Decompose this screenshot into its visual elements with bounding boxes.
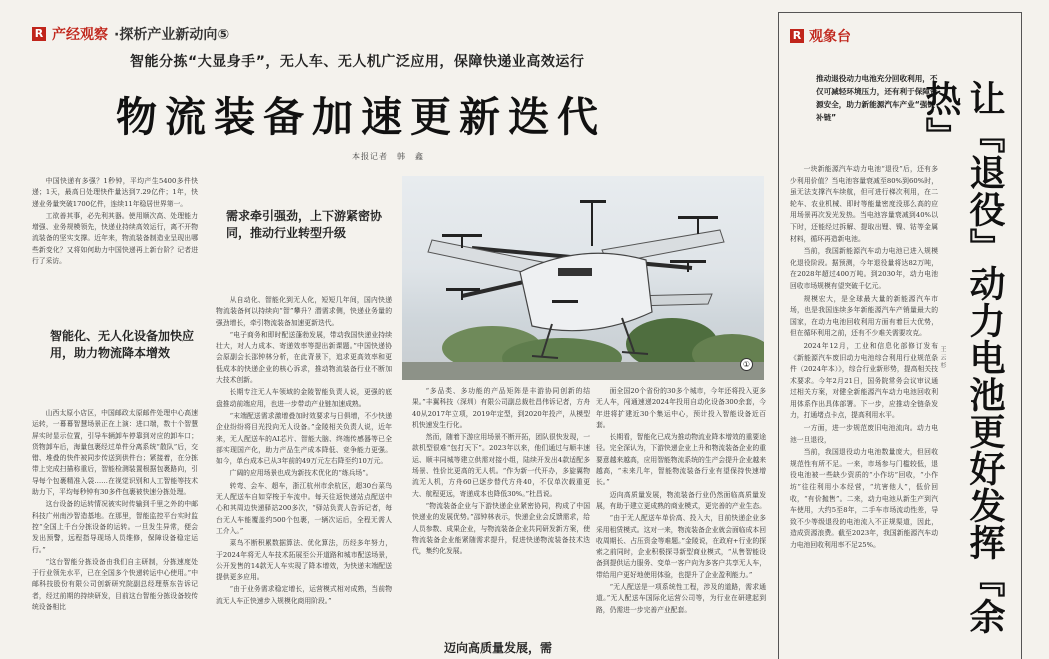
paragraph: “多品类、多功能的产品矩阵是丰游协同创新的结果。”丰翼科技（深圳）有限公司副总裁杜昌伟诉记者，方舟40从2017年立项，2019年定型，到2020年投产，从模型机快速发生行化。 [412, 387, 590, 429]
logistics-drone-illustration [402, 176, 764, 380]
article-subheadline: 智能分拣“大显身手”，无人车、无人机广泛应用，保障快递业高效运行 [130, 54, 585, 70]
paragraph: “末端配送需求激增叠加时效要求与日俱增，不少快递企业纷纷将目光投向无人设备。”金陵相关负责人说，近年来，无人配送车的AI芯片、智能大脑、终端传感器等已全部实现国产化，助力产品生产成本降低、竞争能力更强。如今，单台成本已从3年前的49万元左右降至约10万元。 [216, 411, 392, 466]
paragraph: 规模宏大，是全球最大量的新能源汽车市场，也是我国连续多年新能源汽车产销量最大的国家，在动力电池回收利用方面有着巨大优势，但在循环利用之前，还有不少难关需要攻克。 [790, 294, 938, 338]
paragraph: 长期看，智能化已成为推动物流业降本增效的重要途径。完全深认为，下游快递企业上升和物流装备企业的重要意越来越高，应用智能物流系统的生产会提升企业越来越高，“未来几年，智能物流装备行业有望保持快速增长。” [596, 433, 766, 487]
paragraph: “由于业务需求稳定增长，运营模式相对成熟，当前物流无人车正快速步入规模化商用阶段。” [216, 585, 392, 605]
section-head-demand: 需求牵引强劲，上下游紧密协同，推动行业转型升级 [226, 209, 383, 240]
paragraph: 工欲善其事，必先利其器。使用顺次高、处理能力增强、业务规模领先，快递业持续高效运行，离不开物流装备的坚实支撑。近年来，物流装备制造业呈现出哪些新变化？又将如何助力中国快递再上新台阶？记者进行了采访。 [32, 211, 198, 266]
article-col4 [596, 386, 766, 658]
article-col2 [216, 295, 392, 658]
series-name: ·探析产业新动向⑤ [114, 27, 230, 43]
section-head-automation: 智能化、无人化设备加快应用，助力物流降本增效 [50, 329, 195, 360]
paragraph: 一块新能源汽车动力电池“退役”后，还有多少利用价值？当电池容量衰减至80%到60%时，虽无法支撑汽车续航，但可进行梯次利用，在二轮车、农业机械、即时等能量密度没那么高的应用场景再次发光发热。当电池容量衰减到40%以下时，还能经过拆解、提取出锂、镍、钴等金属材料，循环再造新电池。 [790, 165, 938, 243]
paragraph: 面全国20个省份的30多个城市，今年还将投入更多无人车，闯通速递2024年投用自动化设备300余套，今年进将扩建近30个集运中心，预计投入智能设备近百套。 [596, 387, 766, 429]
paragraph: 从自动化、智能化到无人化，短短几年间，国内快递物流装备何以持续向“智”攀升？潜需求侧，快递业务量的强劲增长，牵引物流装备加速更新迭代。 [216, 296, 392, 327]
article-col1-bottom [32, 408, 198, 658]
photo-caption-number: ① [740, 358, 753, 371]
column-badge: R [32, 27, 46, 41]
paragraph: 然而，随着下游应用场景不断开拓，团队很快发现，一款机型很难“包打天下”。2023年以来，他们通过与顺丰速运、顺丰同城等建立供需对接小组，陆续开发出4款适配多场景、性价比更高的无人机。“作为新一代开办，多旋翼物流无人机，方舟60已逐步替代方舟40，不仅单次载重更大、航程更远，寄递成本也降低30%。”杜昌说。 [412, 433, 590, 498]
paragraph: “电子商务和即时配送蓬勃发展，带动我国快递业持续壮大，对人力成本、寄递效率等提出新课题。”中国快递协会原副会长邵钟林分析，在此背景下，追求更高效率和更低成本的快递企业的核心诉求，推动物流装备行业不断加大技术创新。 [216, 330, 392, 385]
article-col1-top [32, 176, 198, 302]
paragraph: 广阔的应用场景也成为新技术优化的“练兵场”。 [229, 469, 373, 478]
article-byline: 本报记者 韩 鑫 [352, 152, 424, 161]
column-badge: R [790, 29, 804, 43]
paragraph: 长期专注无人车领域的金陵智能负责人说，更强的底盘推动前端应用，也进一步带动产业链加速成熟。 [216, 388, 392, 408]
paragraph: 菜鸟不断积累数据算法、优化算法，历经多年努力，于2024年将无人车技术拓展至公开道路和城市配送场景，公开发售的14款无人车实现了降本增效，为快递末端配送提供更多应用。 [216, 539, 392, 582]
paragraph: 转弯、会车、超车，浙江杭州市余杭区，超30台菜鸟无人配送车自如穿梭于车流中。每天往返快递站点配送中心和其周边快递驿站200多次，“驿站负责人告诉记者，每台无人车能覆盖约500个包裹，一辆次运后，全程无需人工介入。” [216, 481, 392, 535]
paragraph: 这台设备的运转情况被实时传输到千里之外的中邮科技广州南沙智造基地。在那里，智能监控平台实时监控“全国上千台分拣设备的运转。一旦发生异常，便会发出预警，远程指导现场人员维修，保障设备稳定运行。” [32, 500, 198, 554]
commentary-body [790, 164, 938, 658]
paragraph: 一方面，进一步规范废旧电池流向。动力电池一旦退役， [790, 424, 938, 444]
paragraph: 中国快递有多强？1秒钟，平均产生5400多件快递；1天，最高日处理快件量达到7.29亿件；1年，快递业务量突破1700亿件，连续11年稳居世界第一。 [32, 177, 198, 208]
paragraph: “物流装备企业与下游快递企业紧密协同，构成了中国快递业的发展优势。”邵钟林表示，快递企业会反馈需求，给人员参数、成果企业，与物流装备企业共同研发新方案，使物流装备企业能紧随需求提升，促进快递物流装备技术迭代，集约化发展。 [412, 501, 590, 556]
paragraph: 2024年12月，工业和信息化部修订发布《新能源汽车废旧动力电池综合利用行业规范条件（2024年本）》，综合行业新形势，提高相关技术要求。今年2月21日，国务院常务会议审议通过相关方案，对健全新能源汽车动力电池回收利用体系作出具体部署。下一步，应推动全链条发力，打通堵点卡点，提高利用水平。 [790, 341, 938, 420]
paragraph: 当前，我国新能源汽车动力电池已进入规模化退役阶段。据预测，今年退役量将达82万吨，在2028年超过400万吨。到2030年，动力电池回收市场规模有望突破千亿元。 [790, 247, 938, 290]
article-headline: 物流装备加速更新迭代 [116, 93, 606, 141]
column-name: 产经观察 [52, 27, 108, 43]
section-head-quality: 迈向高质量发展，需 [444, 641, 553, 655]
commentary-kicker [790, 26, 851, 46]
commentary-title: 让『退役』动力电池更好发挥『余热』 [920, 80, 1005, 635]
paragraph: 迈向高质量发展，物流装备行业仍然面临高质量发展，有助于建立更成熟的商业模式，更完善的产业生态。 [596, 490, 766, 510]
paragraph: 山西太原小店区，中国邮政太原邮件处理中心高速运转，一幕幕智慧场景正在上演：进口端，数十个智慧屏实时显示位置，引导车辆卸车停靠到对应的卸车口；货物卸车后，海量包裹经过单件分离系统“散队”后，交错、堆叠的快件被同步传送到供件台；紧接着，在分拣带上完成扫描称重后，智能检测装置根据包裹路向，引导每个包裹精准入袋……在视觉识别和人工智能等技术助力下，平均每秒钟有30多件包裹被快速分拣处理。 [32, 409, 198, 497]
article-kicker [32, 24, 229, 44]
column-name: 观象台 [809, 29, 851, 45]
drone-photo [402, 176, 764, 380]
commentary-author: 王云杉 [939, 346, 946, 370]
article-col3 [412, 386, 590, 638]
paragraph: “无人配送是一项系统性工程，涉及的道路，需求通道。”无人配送车国际化运营公司等，为行业在研建起到路，仍需进一步完善产业配套。 [596, 583, 766, 614]
paragraph: “这台智能分拣设备由我们自主研制，分拣速度处于行业领先水平，已在全国多个快递转运中心使用。”中邮科技股份有限公司创新研究院副总经理蔡东告诉记者，经过前期的持续研发，目前这台智能分拣设备较传统设备相比 [32, 557, 198, 612]
paragraph: 当前，我国退役动力电池数量庞大，但回收规范性有所不足。一来，市场参与门槛较低，退役电池被一些缺少资质的“小作坊”回收，“小作坊”往往利用小本经营，“坑害他人”，低价回收，“有价抛售”。二来，动力电池从新生产到汽车使用，大约5至8年，二手车市场流动性差，导致不少等级退役的电池流入不正规渠道，因此，造成资源浪费。截至2023年，我国新能源汽车动力电池回收利用率不足25%。 [790, 448, 938, 549]
commentary-summary: 推动退役动力电池充分回收利用，不仅可减轻环境压力，还有利于保障资源安全，助力新能源汽车产业“强链补链” [816, 74, 938, 122]
paragraph: “由于无人配送车单价高、投入大，目前快递企业多采用租赁模式。这对一来，物流装备企业就会面临成本回收周期长、占压资金等难题。”金陵说，在政府+行业的探索之前同时，企业积极探寻新型商业模式，“从售智能设备到提供运力服务、变单一客户向为多客户共享无人车，带给用户更好地使用体验，也提升了企业盈利能力。” [596, 514, 766, 579]
